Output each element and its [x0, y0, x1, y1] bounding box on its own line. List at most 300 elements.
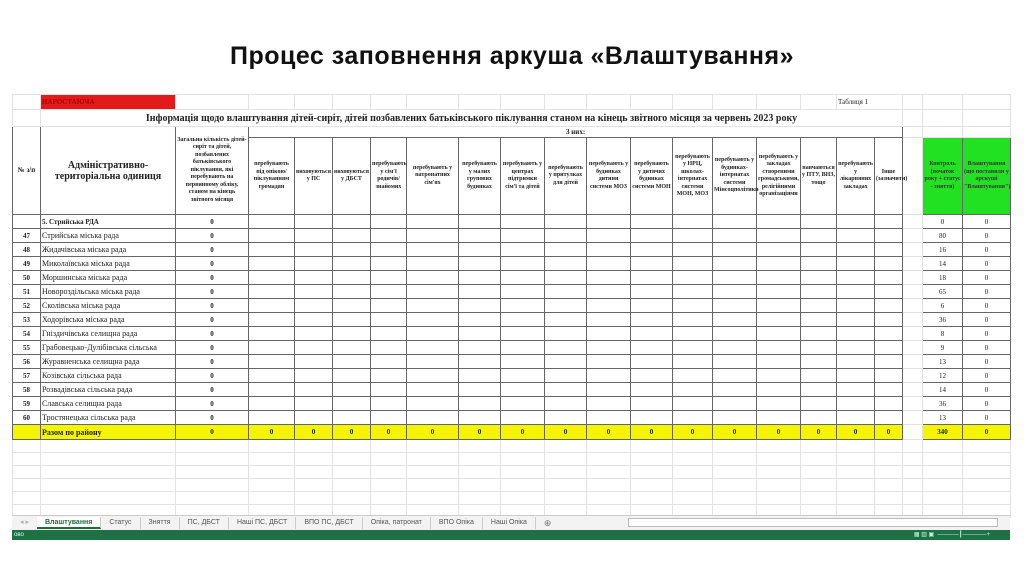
cell[interactable]	[407, 466, 459, 479]
cell[interactable]	[903, 341, 923, 355]
cell[interactable]	[249, 466, 295, 479]
cell[interactable]	[249, 453, 295, 466]
unit-name[interactable]: Сколівська міська рада	[41, 299, 176, 313]
cell[interactable]	[713, 215, 757, 229]
cell[interactable]	[631, 492, 673, 505]
cell[interactable]	[295, 243, 333, 257]
cell[interactable]	[13, 440, 41, 453]
unit-name[interactable]: Новороздільська міська рада	[41, 285, 176, 299]
row-number[interactable]: 50	[13, 271, 41, 285]
cell[interactable]	[371, 411, 407, 425]
unit-name[interactable]: Ходорівська міська рада	[41, 313, 176, 327]
cell[interactable]	[631, 355, 673, 369]
cell[interactable]	[837, 243, 875, 257]
cell[interactable]	[333, 313, 371, 327]
cell[interactable]	[713, 271, 757, 285]
cell[interactable]	[757, 229, 801, 243]
cell[interactable]	[923, 479, 963, 492]
cell[interactable]	[501, 285, 545, 299]
cell[interactable]	[41, 479, 176, 492]
cell[interactable]	[875, 243, 903, 257]
cell[interactable]	[801, 341, 837, 355]
cell[interactable]	[249, 271, 295, 285]
cell[interactable]	[176, 95, 249, 110]
cell[interactable]	[757, 215, 801, 229]
cell[interactable]	[333, 466, 371, 479]
row-number[interactable]: 60	[13, 411, 41, 425]
cell[interactable]	[903, 355, 923, 369]
cell[interactable]	[757, 243, 801, 257]
placement-value[interactable]: 0	[963, 383, 1011, 397]
cell[interactable]	[923, 492, 963, 505]
totals-placement[interactable]: 0	[963, 425, 1011, 440]
row-number[interactable]: 56	[13, 355, 41, 369]
cell[interactable]	[631, 369, 673, 383]
cell[interactable]	[713, 355, 757, 369]
cell[interactable]	[333, 383, 371, 397]
cell[interactable]	[713, 327, 757, 341]
cell[interactable]	[501, 411, 545, 425]
cell[interactable]	[837, 383, 875, 397]
header-sub[interactable]: виховуються у ДБСТ	[333, 138, 371, 215]
cell[interactable]	[713, 313, 757, 327]
header-sub[interactable]: перебувають у патронатних сім'ях	[407, 138, 459, 215]
unit-name[interactable]: Моршинська міська рада	[41, 271, 176, 285]
cell[interactable]	[459, 257, 501, 271]
cell[interactable]	[673, 453, 713, 466]
header-sub[interactable]: перебувають під опікою/ піклуванням громадян	[249, 138, 295, 215]
cell[interactable]	[295, 271, 333, 285]
cell[interactable]	[459, 411, 501, 425]
totals-sub[interactable]: 0	[875, 425, 903, 440]
cell[interactable]	[371, 257, 407, 271]
total-value[interactable]: 0	[176, 383, 249, 397]
placement-value[interactable]: 0	[963, 215, 1011, 229]
cell[interactable]	[41, 453, 176, 466]
cell[interactable]	[371, 397, 407, 411]
cell[interactable]	[545, 341, 587, 355]
cell[interactable]	[903, 397, 923, 411]
cell[interactable]	[757, 355, 801, 369]
cell[interactable]	[757, 466, 801, 479]
cell[interactable]	[545, 479, 587, 492]
cell[interactable]	[837, 453, 875, 466]
cell[interactable]	[673, 271, 713, 285]
cell[interactable]	[545, 369, 587, 383]
cell[interactable]	[459, 285, 501, 299]
cell[interactable]	[757, 411, 801, 425]
cell[interactable]	[371, 327, 407, 341]
control-value[interactable]: 9	[923, 341, 963, 355]
cell[interactable]	[295, 299, 333, 313]
header-sub[interactable]: Інше (зазначити)	[875, 138, 903, 215]
cell[interactable]	[545, 411, 587, 425]
placement-value[interactable]: 0	[963, 369, 1011, 383]
control-value[interactable]: 18	[923, 271, 963, 285]
cell[interactable]	[407, 229, 459, 243]
cell[interactable]	[459, 327, 501, 341]
cell[interactable]	[501, 355, 545, 369]
total-value[interactable]: 0	[176, 411, 249, 425]
cell[interactable]	[801, 369, 837, 383]
cell[interactable]	[587, 383, 631, 397]
cell[interactable]	[963, 479, 1011, 492]
cell[interactable]	[13, 466, 41, 479]
control-value[interactable]: 36	[923, 313, 963, 327]
cell[interactable]	[587, 479, 631, 492]
cell[interactable]	[41, 492, 176, 505]
cell[interactable]	[963, 110, 1011, 127]
cell[interactable]	[545, 229, 587, 243]
cell[interactable]	[875, 479, 903, 492]
cell[interactable]	[903, 215, 923, 229]
cell[interactable]	[631, 243, 673, 257]
cell[interactable]	[875, 271, 903, 285]
cell[interactable]	[249, 327, 295, 341]
cell[interactable]	[673, 257, 713, 271]
cell[interactable]	[587, 440, 631, 453]
header-sub[interactable]: перебувають у закладах створеними громадськими, релігійними організаціями	[757, 138, 801, 215]
cell[interactable]	[407, 215, 459, 229]
cell[interactable]	[333, 355, 371, 369]
unit-name[interactable]: Козівська сільська рада	[41, 369, 176, 383]
cell[interactable]	[713, 285, 757, 299]
row-number[interactable]: 52	[13, 299, 41, 313]
cell[interactable]	[249, 440, 295, 453]
control-value[interactable]: 80	[923, 229, 963, 243]
cell[interactable]	[587, 257, 631, 271]
cell[interactable]	[757, 479, 801, 492]
cell[interactable]	[371, 313, 407, 327]
header-sub[interactable]: перебувають у малих групових будинках	[459, 138, 501, 215]
cell[interactable]	[903, 327, 923, 341]
cell[interactable]	[407, 492, 459, 505]
cell[interactable]	[407, 440, 459, 453]
cell[interactable]	[903, 466, 923, 479]
cell[interactable]	[673, 243, 713, 257]
cell[interactable]	[875, 313, 903, 327]
row-number[interactable]	[13, 215, 41, 229]
sheet-tab[interactable]: Наші ПС, ДБСТ	[229, 517, 296, 529]
cell[interactable]	[407, 285, 459, 299]
cell[interactable]	[713, 492, 757, 505]
cell[interactable]	[407, 355, 459, 369]
cell[interactable]	[631, 215, 673, 229]
cell[interactable]	[333, 479, 371, 492]
cell[interactable]	[631, 299, 673, 313]
cell[interactable]	[176, 492, 249, 505]
cell[interactable]	[587, 453, 631, 466]
cell[interactable]	[545, 257, 587, 271]
cell[interactable]	[545, 453, 587, 466]
totals-sub[interactable]: 0	[295, 425, 333, 440]
cell[interactable]	[587, 95, 631, 110]
cell[interactable]	[631, 95, 673, 110]
totals-label[interactable]: Разом по району	[41, 425, 176, 440]
cell[interactable]	[407, 479, 459, 492]
cell[interactable]	[673, 397, 713, 411]
cell[interactable]	[673, 299, 713, 313]
cell[interactable]	[407, 313, 459, 327]
header-sub[interactable]: перебувають у НРЦ, школах-інтернатах системи МОН, МОЗ	[673, 138, 713, 215]
sheet-tab[interactable]: Зняття	[141, 517, 180, 529]
totals-sub[interactable]: 0	[249, 425, 295, 440]
cell[interactable]	[801, 257, 837, 271]
total-value[interactable]: 0	[176, 215, 249, 229]
cell[interactable]	[923, 466, 963, 479]
cell[interactable]	[295, 369, 333, 383]
cell[interactable]	[903, 271, 923, 285]
cell[interactable]	[801, 355, 837, 369]
cell[interactable]	[371, 466, 407, 479]
cell[interactable]	[545, 440, 587, 453]
cell[interactable]	[501, 479, 545, 492]
cell[interactable]	[963, 492, 1011, 505]
cell[interactable]	[963, 127, 1011, 138]
cell[interactable]	[407, 327, 459, 341]
header-num[interactable]: № з/п	[13, 127, 41, 215]
cell[interactable]	[801, 299, 837, 313]
cell[interactable]	[459, 341, 501, 355]
totals-sub[interactable]: 0	[801, 425, 837, 440]
cell[interactable]	[371, 285, 407, 299]
cell[interactable]	[757, 95, 801, 110]
cell[interactable]	[757, 271, 801, 285]
cell[interactable]	[249, 313, 295, 327]
cell[interactable]	[757, 313, 801, 327]
cell[interactable]	[545, 215, 587, 229]
cell[interactable]	[757, 299, 801, 313]
header-control[interactable]: Контроль (початок року + статус - зняття)	[923, 138, 963, 215]
unit-name[interactable]: 5. Стрийська РДА	[41, 215, 176, 229]
cell[interactable]	[713, 466, 757, 479]
placement-value[interactable]: 0	[963, 313, 1011, 327]
header-sub[interactable]: перебувають у будинках-інтернатах системи Мінсоцполітики	[713, 138, 757, 215]
sheet-tab[interactable]: ПС, ДБСТ	[180, 517, 229, 529]
cell[interactable]	[249, 299, 295, 313]
header-sub[interactable]: перебувають у лікарняних закладах	[837, 138, 875, 215]
cell[interactable]	[673, 466, 713, 479]
cell[interactable]	[545, 383, 587, 397]
row-number[interactable]: 47	[13, 229, 41, 243]
totals-sub[interactable]: 0	[587, 425, 631, 440]
sheet-tab[interactable]: Статус	[101, 517, 140, 529]
cell[interactable]	[631, 411, 673, 425]
cell[interactable]	[333, 411, 371, 425]
cell[interactable]	[249, 243, 295, 257]
cell[interactable]	[459, 383, 501, 397]
cell[interactable]	[875, 299, 903, 313]
cell[interactable]	[673, 383, 713, 397]
cell[interactable]	[407, 341, 459, 355]
totals-sub[interactable]: 0	[371, 425, 407, 440]
cell[interactable]	[295, 257, 333, 271]
cell[interactable]	[249, 355, 295, 369]
cell[interactable]	[587, 299, 631, 313]
cell[interactable]	[295, 383, 333, 397]
cell[interactable]	[903, 313, 923, 327]
cell[interactable]	[545, 95, 587, 110]
cell[interactable]	[587, 229, 631, 243]
cell[interactable]	[545, 285, 587, 299]
row-number[interactable]: 59	[13, 397, 41, 411]
unit-name[interactable]: Розвадівська сільська рада	[41, 383, 176, 397]
cell[interactable]	[501, 257, 545, 271]
cell[interactable]	[333, 440, 371, 453]
row-number[interactable]: 51	[13, 285, 41, 299]
total-value[interactable]: 0	[176, 397, 249, 411]
cell[interactable]	[875, 411, 903, 425]
total-value[interactable]: 0	[176, 229, 249, 243]
cell[interactable]	[837, 492, 875, 505]
cell[interactable]	[459, 271, 501, 285]
plus-circle-icon[interactable]: ⊕	[543, 517, 552, 528]
cell[interactable]	[837, 397, 875, 411]
cell[interactable]	[587, 397, 631, 411]
placement-value[interactable]: 0	[963, 257, 1011, 271]
cell[interactable]	[713, 440, 757, 453]
cell[interactable]	[545, 313, 587, 327]
cell[interactable]	[501, 397, 545, 411]
cell[interactable]	[295, 479, 333, 492]
placement-value[interactable]: 0	[963, 327, 1011, 341]
cell[interactable]	[545, 243, 587, 257]
totals-sub[interactable]: 0	[333, 425, 371, 440]
cell[interactable]	[407, 411, 459, 425]
cell[interactable]	[407, 369, 459, 383]
cell[interactable]	[459, 355, 501, 369]
cell[interactable]	[903, 95, 923, 110]
cell[interactable]	[371, 299, 407, 313]
cell[interactable]	[13, 453, 41, 466]
cell[interactable]	[407, 257, 459, 271]
unit-name[interactable]: Стрийська міська рада	[41, 229, 176, 243]
cell[interactable]	[371, 243, 407, 257]
placement-value[interactable]: 0	[963, 271, 1011, 285]
cell[interactable]	[713, 229, 757, 243]
total-value[interactable]: 0	[176, 285, 249, 299]
cell[interactable]	[673, 369, 713, 383]
cell[interactable]	[631, 257, 673, 271]
cell[interactable]	[875, 229, 903, 243]
control-value[interactable]: 65	[923, 285, 963, 299]
cell[interactable]	[903, 369, 923, 383]
cell[interactable]	[673, 327, 713, 341]
cell[interactable]	[333, 285, 371, 299]
control-value[interactable]: 13	[923, 411, 963, 425]
cell[interactable]	[459, 440, 501, 453]
cell[interactable]	[501, 341, 545, 355]
cell[interactable]	[407, 453, 459, 466]
cell[interactable]	[875, 397, 903, 411]
cell[interactable]	[587, 243, 631, 257]
sheet-tab[interactable]: Опіка, патронат	[363, 517, 431, 529]
cell[interactable]	[13, 425, 41, 440]
cell[interactable]	[587, 313, 631, 327]
cell[interactable]	[333, 327, 371, 341]
cell[interactable]	[249, 411, 295, 425]
cell[interactable]	[249, 229, 295, 243]
cell[interactable]	[249, 257, 295, 271]
cell[interactable]	[459, 397, 501, 411]
cell[interactable]	[673, 215, 713, 229]
cell[interactable]	[837, 271, 875, 285]
totals-control[interactable]: 340	[923, 425, 963, 440]
cell[interactable]	[295, 355, 333, 369]
cell[interactable]	[587, 341, 631, 355]
row-number[interactable]: 57	[13, 369, 41, 383]
cumulative-label[interactable]: НАРОСТАЮЧА	[41, 95, 176, 110]
cell[interactable]	[545, 327, 587, 341]
totals-sub[interactable]: 0	[757, 425, 801, 440]
cell[interactable]	[673, 285, 713, 299]
cell[interactable]	[501, 243, 545, 257]
cell[interactable]	[371, 271, 407, 285]
cell[interactable]	[801, 411, 837, 425]
cell[interactable]	[801, 215, 837, 229]
cell[interactable]	[371, 492, 407, 505]
cell[interactable]	[757, 285, 801, 299]
cell[interactable]	[757, 257, 801, 271]
placement-value[interactable]: 0	[963, 299, 1011, 313]
control-value[interactable]: 14	[923, 257, 963, 271]
cell[interactable]	[501, 271, 545, 285]
cell[interactable]	[801, 479, 837, 492]
totals-total[interactable]: 0	[176, 425, 249, 440]
header-total[interactable]: Загальна кількість дітей-сиріт та дітей, позбавлених батьківського піклування, які перебувають на первинному обліку, станом на кінець звітного місяця	[176, 127, 249, 215]
cell[interactable]	[407, 243, 459, 257]
cell[interactable]	[837, 313, 875, 327]
cell[interactable]	[757, 397, 801, 411]
header-sub[interactable]: перебувають у будинках дитини системи МОЗ	[587, 138, 631, 215]
header-unit[interactable]: Адміністративно-територіальна одиниця	[41, 127, 176, 215]
cell[interactable]	[801, 440, 837, 453]
cell[interactable]	[757, 492, 801, 505]
cell[interactable]	[875, 492, 903, 505]
cell[interactable]	[333, 95, 371, 110]
cell[interactable]	[757, 369, 801, 383]
cell[interactable]	[371, 341, 407, 355]
cell[interactable]	[295, 95, 333, 110]
cell[interactable]	[501, 492, 545, 505]
cell[interactable]	[757, 453, 801, 466]
cell[interactable]	[295, 313, 333, 327]
sheet-tab[interactable]: ВПО Опіка	[431, 517, 483, 529]
cell[interactable]	[587, 369, 631, 383]
header-sub[interactable]: перебувають у дитячих будинках системи МОН	[631, 138, 673, 215]
cell[interactable]	[631, 466, 673, 479]
cell[interactable]	[903, 492, 923, 505]
cell[interactable]	[13, 479, 41, 492]
cell[interactable]	[295, 466, 333, 479]
cell[interactable]	[923, 127, 963, 138]
unit-name[interactable]: Журавненська селищна рада	[41, 355, 176, 369]
row-number[interactable]: 48	[13, 243, 41, 257]
header-sub[interactable]: виховуються у ПС	[295, 138, 333, 215]
total-value[interactable]: 0	[176, 313, 249, 327]
cell[interactable]	[295, 285, 333, 299]
cell[interactable]	[631, 229, 673, 243]
unit-name[interactable]: Миколаївська міська рада	[41, 257, 176, 271]
cell[interactable]	[459, 243, 501, 257]
cell[interactable]	[673, 229, 713, 243]
cell[interactable]	[545, 355, 587, 369]
total-value[interactable]: 0	[176, 299, 249, 313]
cell[interactable]	[459, 313, 501, 327]
cell[interactable]	[545, 466, 587, 479]
control-value[interactable]: 0	[923, 215, 963, 229]
cell[interactable]	[801, 313, 837, 327]
